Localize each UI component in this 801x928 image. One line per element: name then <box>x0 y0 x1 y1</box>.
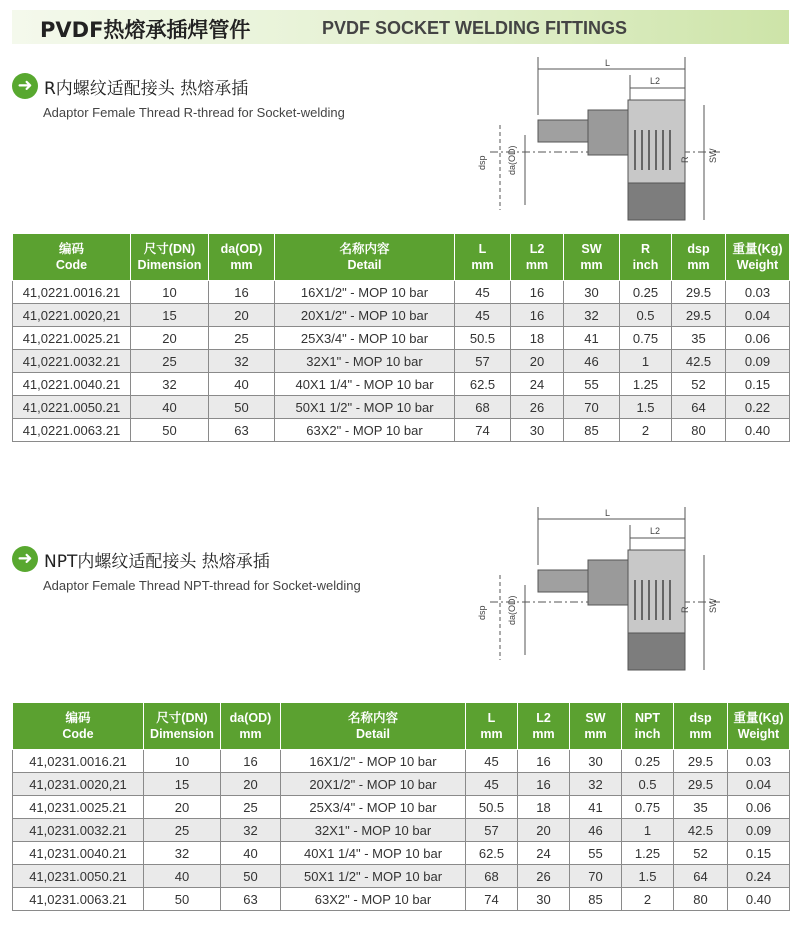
table-cell: 25X3/4" - MOP 10 bar <box>281 796 466 819</box>
table-cell: 50 <box>144 888 221 911</box>
fitting-drawing-r <box>470 55 750 225</box>
table-cell: 63X2" - MOP 10 bar <box>275 419 455 442</box>
column-header-en: inch <box>632 258 659 272</box>
column-header-en: Detail <box>347 258 382 272</box>
label-daod: da(OD) <box>507 145 517 175</box>
table-cell: 29.5 <box>672 281 726 304</box>
table-cell: 10 <box>144 750 221 773</box>
column-header-cn: 尺寸(DN) <box>143 242 196 256</box>
section-subtitle: Adaptor Female Thread NPT-thread for Socket-welding <box>43 578 361 593</box>
table-cell: 40X1 1/4" - MOP 10 bar <box>281 842 466 865</box>
socket-end <box>628 183 685 220</box>
label-l2: L2 <box>650 526 661 536</box>
column-header <box>518 703 570 750</box>
table-cell: 0.03 <box>726 281 790 304</box>
column-header-cn: 编码 <box>65 711 91 725</box>
table-cell: 20 <box>518 819 570 842</box>
table-cell: 0.06 <box>728 796 790 819</box>
table-cell: 20 <box>209 304 275 327</box>
column-header <box>564 234 620 281</box>
label-r: R <box>680 156 690 163</box>
table-cell: 45 <box>455 281 511 304</box>
table-cell: 0.25 <box>622 750 674 773</box>
label-dsp: dsp <box>477 605 487 620</box>
spec-table-npt-thread <box>12 702 790 911</box>
label-l: L <box>605 508 611 518</box>
table-cell: 50 <box>131 419 209 442</box>
column-header-cn: R <box>640 242 651 256</box>
table-cell: 0.22 <box>726 396 790 419</box>
column-header <box>672 234 726 281</box>
table-cell: 41,0221.0040.21 <box>13 373 131 396</box>
table-row <box>13 888 790 911</box>
table-row <box>13 373 790 396</box>
column-header-cn: dsp <box>689 711 712 725</box>
table-cell: 26 <box>518 865 570 888</box>
column-header-cn: SW <box>585 711 606 725</box>
pipe-spigot <box>538 120 588 142</box>
table-cell: 41,0231.0020,21 <box>13 773 144 796</box>
table-cell: 41 <box>564 327 620 350</box>
column-header-cn: 名称内容 <box>347 711 398 725</box>
column-header <box>13 703 144 750</box>
table-cell: 41,0231.0050.21 <box>13 865 144 888</box>
column-header-en: mm <box>471 258 494 272</box>
column-header <box>570 703 622 750</box>
table-cell: 0.09 <box>726 350 790 373</box>
table-cell: 41,0221.0016.21 <box>13 281 131 304</box>
table-cell: 42.5 <box>674 819 728 842</box>
column-header <box>209 234 275 281</box>
table-cell: 15 <box>131 304 209 327</box>
table-cell: 40 <box>209 373 275 396</box>
table-cell: 41,0221.0063.21 <box>13 419 131 442</box>
column-header <box>221 703 281 750</box>
table-row <box>13 350 790 373</box>
table-cell: 0.40 <box>728 888 790 911</box>
fitting-drawing-npt <box>470 505 750 675</box>
column-header-en: Code <box>55 258 88 272</box>
table-cell: 0.06 <box>726 327 790 350</box>
table-cell: 32 <box>209 350 275 373</box>
column-header-en: inch <box>634 727 661 741</box>
table-cell: 29.5 <box>674 773 728 796</box>
section-subtitle: Adaptor Female Thread R-thread for Socket-welding <box>43 105 345 120</box>
column-header-cn: dsp <box>687 242 710 256</box>
table-cell: 29.5 <box>674 750 728 773</box>
column-header <box>622 703 674 750</box>
table-cell: 18 <box>518 796 570 819</box>
column-header-en: Code <box>62 727 94 741</box>
table-cell: 50X1 1/2" - MOP 10 bar <box>275 396 455 419</box>
table-cell: 25X3/4" - MOP 10 bar <box>275 327 455 350</box>
column-header <box>726 234 790 281</box>
column-header-en: mm <box>230 258 253 272</box>
table-cell: 32 <box>131 373 209 396</box>
column-header-en: mm <box>480 727 503 741</box>
table-cell: 45 <box>466 773 518 796</box>
fitting-body <box>588 560 628 605</box>
table-cell: 68 <box>466 865 518 888</box>
section-title-cn: R内螺纹适配接头 热熔承插 <box>44 79 249 99</box>
table-row <box>13 773 790 796</box>
table-cell: 50.5 <box>455 327 511 350</box>
column-header <box>511 234 564 281</box>
table-cell: 40X1 1/4" - MOP 10 bar <box>275 373 455 396</box>
label-dsp: dsp <box>477 155 487 170</box>
column-header-en: mm <box>525 258 549 272</box>
column-header <box>281 703 466 750</box>
table-cell: 29.5 <box>672 304 726 327</box>
table-cell: 20 <box>511 350 564 373</box>
table-row <box>13 750 790 773</box>
table-cell: 32 <box>144 842 221 865</box>
table-cell: 41,0221.0025.21 <box>13 327 131 350</box>
table-cell: 1 <box>620 350 672 373</box>
column-header-en: Weight <box>737 727 780 741</box>
column-header-en: mm <box>687 258 710 272</box>
label-r: R <box>680 606 690 613</box>
column-header-en: mm <box>580 258 603 272</box>
table-cell: 68 <box>455 396 511 419</box>
table-cell: 10 <box>131 281 209 304</box>
table-cell: 32 <box>570 773 622 796</box>
column-header <box>131 234 209 281</box>
column-header-en: Dimension <box>150 727 214 741</box>
column-header-en: mm <box>239 727 262 741</box>
table-row <box>13 819 790 842</box>
column-header-cn: 名称内容 <box>339 242 390 256</box>
table-cell: 63X2" - MOP 10 bar <box>281 888 466 911</box>
socket-end <box>628 633 685 670</box>
table-cell: 32X1" - MOP 10 bar <box>275 350 455 373</box>
column-header-cn: 尺寸(DN) <box>156 711 208 725</box>
table-cell: 41,0231.0025.21 <box>13 796 144 819</box>
table-cell: 40 <box>221 842 281 865</box>
table-cell: 2 <box>620 419 672 442</box>
table-cell: 30 <box>511 419 564 442</box>
table-cell: 0.15 <box>728 842 790 865</box>
table-cell: 85 <box>564 419 620 442</box>
column-header <box>275 234 455 281</box>
table-cell: 25 <box>131 350 209 373</box>
table-cell: 20X1/2" - MOP 10 bar <box>275 304 455 327</box>
table-cell: 32 <box>221 819 281 842</box>
table-cell: 1 <box>622 819 674 842</box>
table-row <box>13 419 790 442</box>
table-cell: 20X1/2" - MOP 10 bar <box>281 773 466 796</box>
column-header-cn: NPT <box>635 711 660 725</box>
table-cell: 35 <box>674 796 728 819</box>
table-cell: 16 <box>221 750 281 773</box>
table-row <box>13 281 790 304</box>
table-cell: 1.25 <box>620 373 672 396</box>
column-header <box>144 703 221 750</box>
column-header-cn: L <box>487 711 496 725</box>
table-cell: 63 <box>221 888 281 911</box>
table-cell: 20 <box>144 796 221 819</box>
label-sw: SW <box>708 148 718 163</box>
label-sw: SW <box>708 598 718 613</box>
column-header-en: Dimension <box>137 258 202 272</box>
table-cell: 25 <box>221 796 281 819</box>
table-cell: 0.5 <box>622 773 674 796</box>
column-header-en: Detail <box>355 727 391 741</box>
table-cell: 0.04 <box>726 304 790 327</box>
column-header-cn: da(OD) <box>229 711 272 725</box>
table-cell: 62.5 <box>466 842 518 865</box>
table-cell: 45 <box>466 750 518 773</box>
column-header <box>674 703 728 750</box>
table-header-row <box>13 234 790 281</box>
table-cell: 46 <box>564 350 620 373</box>
table-cell: 85 <box>570 888 622 911</box>
table-row <box>13 304 790 327</box>
table-cell: 41,0221.0050.21 <box>13 396 131 419</box>
table-cell: 35 <box>672 327 726 350</box>
table-cell: 24 <box>518 842 570 865</box>
table-cell: 41,0231.0032.21 <box>13 819 144 842</box>
column-header-cn: L2 <box>536 711 551 725</box>
column-header-cn: L2 <box>529 242 545 256</box>
table-cell: 62.5 <box>455 373 511 396</box>
column-header <box>728 703 790 750</box>
column-header-en: Weight <box>736 258 779 272</box>
table-cell: 0.15 <box>726 373 790 396</box>
page-title-cn: PVDF热熔承插焊管件 <box>40 18 251 42</box>
table-cell: 18 <box>511 327 564 350</box>
table-cell: 55 <box>564 373 620 396</box>
table-cell: 0.75 <box>622 796 674 819</box>
table-cell: 57 <box>455 350 511 373</box>
column-header-cn: 重量(Kg) <box>732 242 783 256</box>
table-cell: 1.25 <box>622 842 674 865</box>
column-header-en: mm <box>532 727 555 741</box>
table-cell: 41,0231.0040.21 <box>13 842 144 865</box>
table-cell: 20 <box>131 327 209 350</box>
table-cell: 41,0221.0020,21 <box>13 304 131 327</box>
table-cell: 52 <box>672 373 726 396</box>
table-cell: 74 <box>455 419 511 442</box>
label-daod: da(OD) <box>507 595 517 625</box>
table-cell: 30 <box>564 281 620 304</box>
table-cell: 80 <box>674 888 728 911</box>
table-row <box>13 796 790 819</box>
page-title-en: PVDF SOCKET WELDING FITTINGS <box>322 18 627 38</box>
table-cell: 41,0231.0063.21 <box>13 888 144 911</box>
table-cell: 24 <box>511 373 564 396</box>
table-cell: 40 <box>131 396 209 419</box>
table-cell: 25 <box>144 819 221 842</box>
column-header <box>466 703 518 750</box>
table-row <box>13 865 790 888</box>
table-cell: 16X1/2" - MOP 10 bar <box>275 281 455 304</box>
table-cell: 25 <box>209 327 275 350</box>
table-cell: 41 <box>570 796 622 819</box>
table-cell: 0.40 <box>726 419 790 442</box>
column-header-cn: da(OD) <box>220 242 263 256</box>
table-cell: 57 <box>466 819 518 842</box>
table-cell: 16 <box>518 773 570 796</box>
table-cell: 52 <box>674 842 728 865</box>
table-cell: 45 <box>455 304 511 327</box>
page-header-banner <box>12 10 789 44</box>
table-cell: 16 <box>511 304 564 327</box>
table-cell: 0.75 <box>620 327 672 350</box>
column-header-en: mm <box>584 727 607 741</box>
table-cell: 46 <box>570 819 622 842</box>
label-l2: L2 <box>650 76 661 86</box>
table-cell: 0.24 <box>728 865 790 888</box>
table-cell: 80 <box>672 419 726 442</box>
column-header <box>13 234 131 281</box>
table-cell: 0.25 <box>620 281 672 304</box>
spec-table-r-thread <box>12 233 790 442</box>
table-row <box>13 327 790 350</box>
table-cell: 50 <box>209 396 275 419</box>
table-cell: 16 <box>518 750 570 773</box>
table-header-row <box>13 703 790 750</box>
column-header-cn: 重量(Kg) <box>733 711 784 725</box>
table-cell: 30 <box>518 888 570 911</box>
table-cell: 32 <box>564 304 620 327</box>
pipe-spigot <box>538 570 588 592</box>
column-header <box>620 234 672 281</box>
table-cell: 1.5 <box>620 396 672 419</box>
arrow-right-icon: ➜ <box>12 546 38 572</box>
table-cell: 74 <box>466 888 518 911</box>
table-cell: 0.09 <box>728 819 790 842</box>
column-header-en: mm <box>689 727 712 741</box>
table-cell: 41,0221.0032.21 <box>13 350 131 373</box>
table-row <box>13 842 790 865</box>
table-cell: 0.03 <box>728 750 790 773</box>
table-cell: 32X1" - MOP 10 bar <box>281 819 466 842</box>
table-cell: 42.5 <box>672 350 726 373</box>
column-header-cn: SW <box>581 242 602 256</box>
column-header-cn: 编码 <box>58 242 84 256</box>
table-cell: 26 <box>511 396 564 419</box>
section-title-cn: NPT内螺纹适配接头 热熔承插 <box>44 552 270 572</box>
label-l: L <box>605 58 611 68</box>
table-cell: 20 <box>221 773 281 796</box>
table-cell: 50X1 1/2" - MOP 10 bar <box>281 865 466 888</box>
table-cell: 63 <box>209 419 275 442</box>
arrow-right-icon: ➜ <box>12 73 38 99</box>
column-header-cn: L <box>478 242 487 256</box>
table-cell: 70 <box>564 396 620 419</box>
table-cell: 64 <box>674 865 728 888</box>
table-cell: 70 <box>570 865 622 888</box>
table-cell: 15 <box>144 773 221 796</box>
table-cell: 0.5 <box>620 304 672 327</box>
table-cell: 0.04 <box>728 773 790 796</box>
table-cell: 40 <box>144 865 221 888</box>
table-cell: 55 <box>570 842 622 865</box>
table-cell: 2 <box>622 888 674 911</box>
table-cell: 16X1/2" - MOP 10 bar <box>281 750 466 773</box>
table-cell: 16 <box>209 281 275 304</box>
table-cell: 50.5 <box>466 796 518 819</box>
table-cell: 30 <box>570 750 622 773</box>
column-header <box>455 234 511 281</box>
table-cell: 41,0231.0016.21 <box>13 750 144 773</box>
fitting-body <box>588 110 628 155</box>
table-cell: 50 <box>221 865 281 888</box>
table-cell: 64 <box>672 396 726 419</box>
table-cell: 1.5 <box>622 865 674 888</box>
table-cell: 16 <box>511 281 564 304</box>
table-row <box>13 396 790 419</box>
